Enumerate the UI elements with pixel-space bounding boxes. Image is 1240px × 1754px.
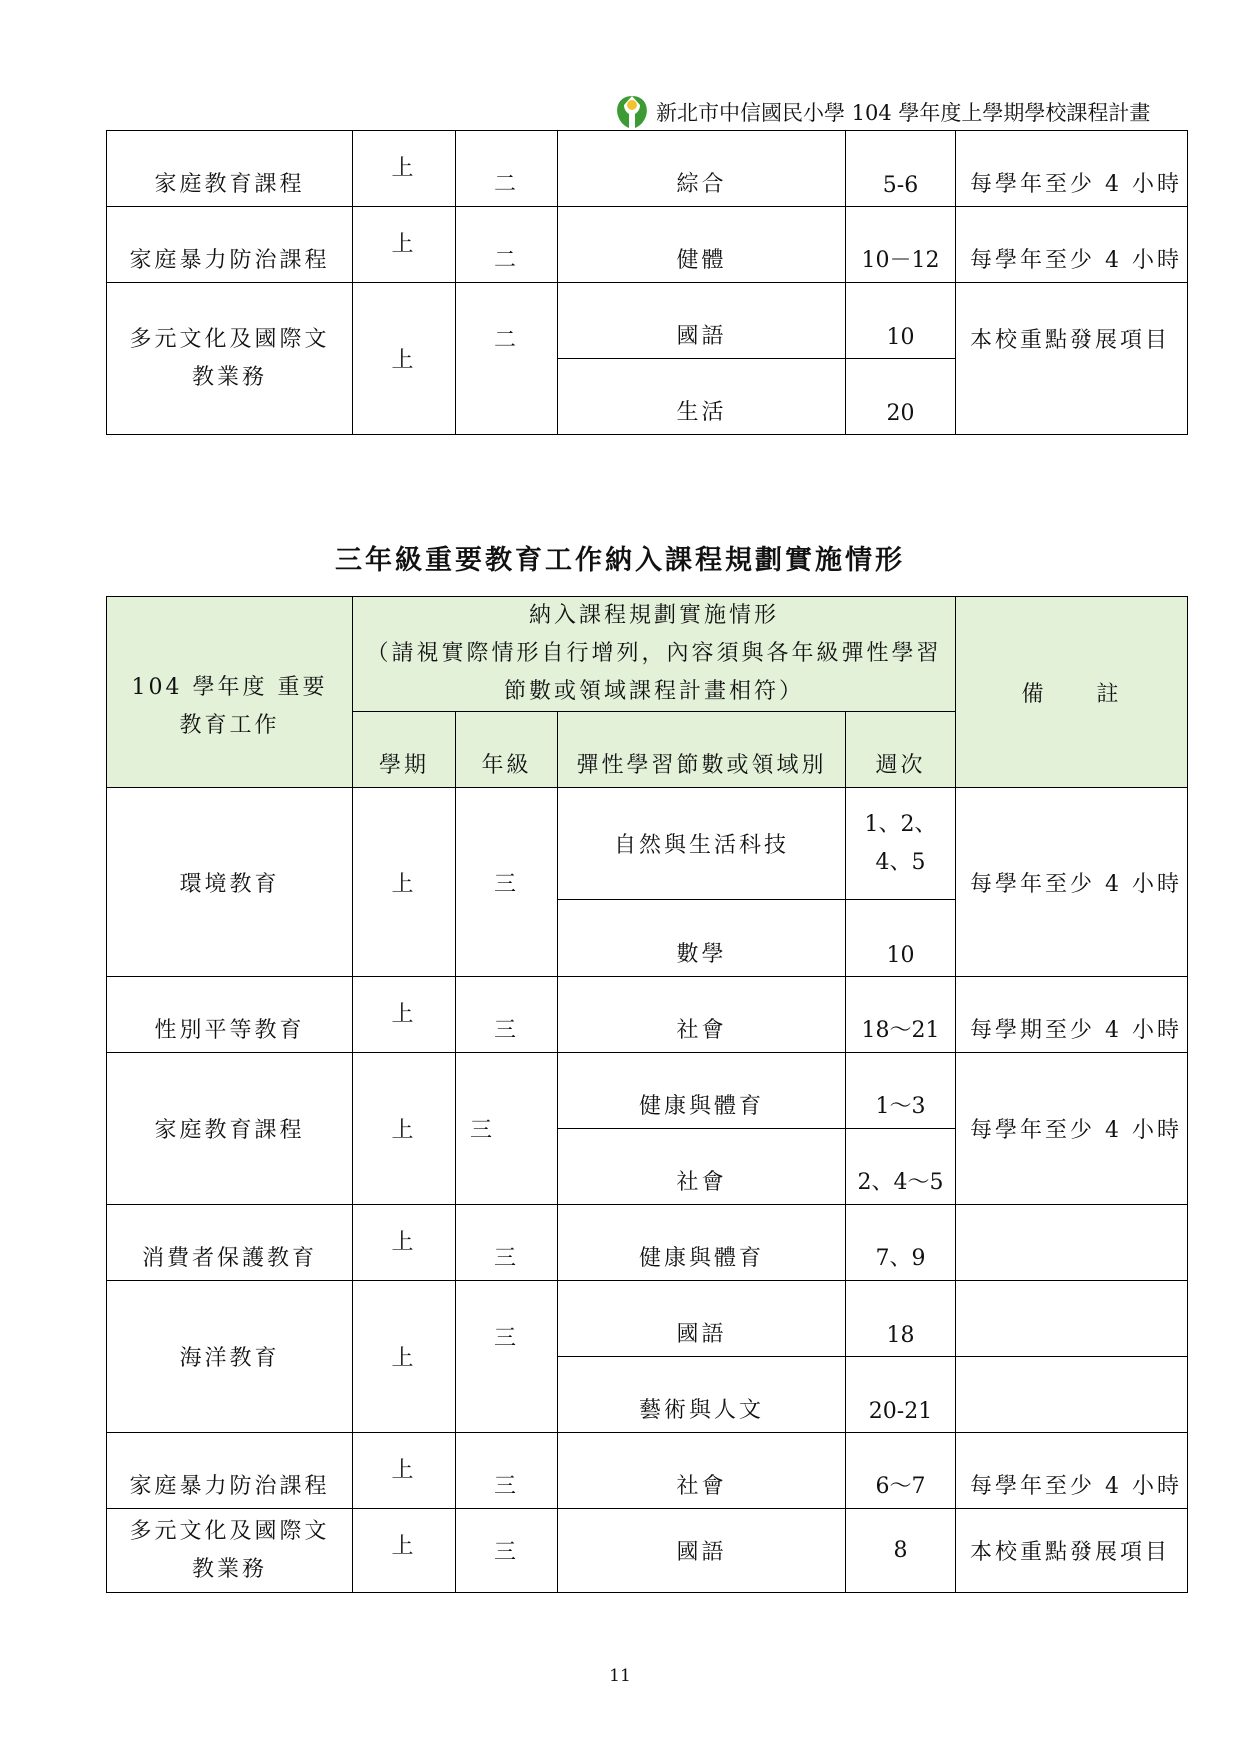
page-number: 11 — [609, 1666, 631, 1686]
subject-cell: 國語 — [558, 283, 846, 359]
weeks-cell: 10－12 — [846, 207, 956, 283]
table-row — [107, 788, 1188, 900]
term-cell: 上 — [353, 1281, 456, 1433]
subject-cell: 生活 — [558, 359, 846, 435]
subject-header: 彈性學習節數或領域別 — [558, 712, 846, 788]
note-cell: 每學期至少 4 小時 — [956, 977, 1188, 1053]
work-cell: 海洋教育 — [107, 1281, 353, 1433]
grade-cell: 二 — [456, 283, 558, 435]
subject-cell: 國語 — [558, 1509, 846, 1593]
table-row — [107, 283, 1188, 359]
note-cell — [956, 1205, 1188, 1281]
term-cell: 上 — [353, 1205, 456, 1281]
note-cell: 每學年至少 4 小時 — [956, 788, 1188, 977]
subject-cell: 綜合 — [558, 131, 846, 207]
grade-cell: 三 — [456, 1433, 558, 1509]
work-cell: 多元文化及國際文教業務 — [107, 283, 353, 435]
school-logo-icon — [612, 92, 652, 132]
note-cell — [956, 1281, 1188, 1357]
note-cell: 每學年至少 4 小時 — [956, 131, 1188, 207]
weeks-header: 週次 — [846, 712, 956, 788]
header-row — [107, 597, 1188, 712]
grade-three-table — [106, 596, 1188, 1593]
table-row — [107, 207, 1188, 283]
note-header: 備 註 — [956, 597, 1188, 788]
subject-cell: 數學 — [558, 900, 846, 977]
weeks-cell: 1～3 — [846, 1053, 956, 1129]
work-cell: 家庭暴力防治課程 — [107, 207, 353, 283]
table-row — [107, 1205, 1188, 1281]
plan-header-line2: （請視實際情形自行增列，內容須與各年級彈性學習節數或領域課程計畫相符） — [366, 641, 942, 704]
weeks-cell: 6～7 — [846, 1433, 956, 1509]
term-cell: 上 — [353, 1053, 456, 1205]
plan-header-line1: 納入課程規劃實施情形 — [529, 603, 780, 628]
term-cell: 上 — [353, 131, 456, 207]
weeks-cell: 7、9 — [846, 1205, 956, 1281]
document-header — [612, 92, 1150, 132]
work-cell: 家庭暴力防治課程 — [107, 1433, 353, 1509]
table-row — [107, 131, 1188, 207]
term-cell: 上 — [353, 1433, 456, 1509]
weeks-cell: 5-6 — [846, 131, 956, 207]
note-cell: 本校重點發展項目 — [956, 1509, 1188, 1593]
grade-cell: 三 — [456, 788, 558, 977]
weeks-cell: 2、4～5 — [846, 1129, 956, 1205]
term-cell: 上 — [353, 788, 456, 977]
term-cell: 上 — [353, 977, 456, 1053]
work-cell: 消費者保護教育 — [107, 1205, 353, 1281]
term-cell: 上 — [353, 207, 456, 283]
table-row — [107, 1281, 1188, 1357]
subject-cell: 健康與體育 — [558, 1205, 846, 1281]
subject-cell: 社會 — [558, 1129, 846, 1205]
grade-cell: 三 — [456, 1205, 558, 1281]
grade-cell: 二 — [456, 131, 558, 207]
term-cell: 上 — [353, 1509, 456, 1593]
work-cell: 家庭教育課程 — [107, 131, 353, 207]
weeks-cell: 8 — [846, 1509, 956, 1593]
term-cell: 上 — [353, 283, 456, 435]
grade-two-table — [106, 130, 1188, 435]
grade-cell: 三 — [456, 977, 558, 1053]
grade-cell: 三 — [456, 1053, 558, 1205]
term-header: 學期 — [353, 712, 456, 788]
grade-cell: 三 — [456, 1281, 558, 1433]
weeks-cell: 20-21 — [846, 1357, 956, 1433]
grade-cell: 二 — [456, 207, 558, 283]
header-text: 新北市中信國民小學 104 學年度上學期學校課程計畫 — [656, 101, 1151, 125]
grade-header: 年級 — [456, 712, 558, 788]
weeks-cell: 18～21 — [846, 977, 956, 1053]
note-cell: 本校重點發展項目 — [956, 283, 1188, 435]
table-row — [107, 1053, 1188, 1129]
work-cell: 多元文化及國際文教業務 — [107, 1509, 353, 1593]
table-row — [107, 1509, 1188, 1593]
work-header: 104 學年度 重要教育工作 — [107, 597, 353, 788]
note-cell — [956, 1357, 1188, 1433]
subject-cell: 健體 — [558, 207, 846, 283]
note-cell: 每學年至少 4 小時 — [956, 1053, 1188, 1205]
section-title: 三年級重要教育工作納入課程規劃實施情形 — [335, 545, 905, 576]
grade-cell: 三 — [456, 1509, 558, 1593]
subject-cell: 國語 — [558, 1281, 846, 1357]
subject-cell: 自然與生活科技 — [558, 788, 846, 900]
weeks-cell: 18 — [846, 1281, 956, 1357]
work-cell: 性別平等教育 — [107, 977, 353, 1053]
weeks-cell: 1、2、4、5 — [846, 788, 956, 900]
subject-cell: 社會 — [558, 977, 846, 1053]
weeks-cell: 10 — [846, 283, 956, 359]
subject-cell: 健康與體育 — [558, 1053, 846, 1129]
subject-cell: 社會 — [558, 1433, 846, 1509]
weeks-cell: 20 — [846, 359, 956, 435]
note-cell: 每學年至少 4 小時 — [956, 207, 1188, 283]
work-cell: 家庭教育課程 — [107, 1053, 353, 1205]
table-row — [107, 977, 1188, 1053]
subject-cell: 藝術與人文 — [558, 1357, 846, 1433]
table-row — [107, 1433, 1188, 1509]
weeks-cell: 10 — [846, 900, 956, 977]
work-cell: 環境教育 — [107, 788, 353, 977]
plan-header — [353, 597, 956, 712]
note-cell: 每學年至少 4 小時 — [956, 1433, 1188, 1509]
